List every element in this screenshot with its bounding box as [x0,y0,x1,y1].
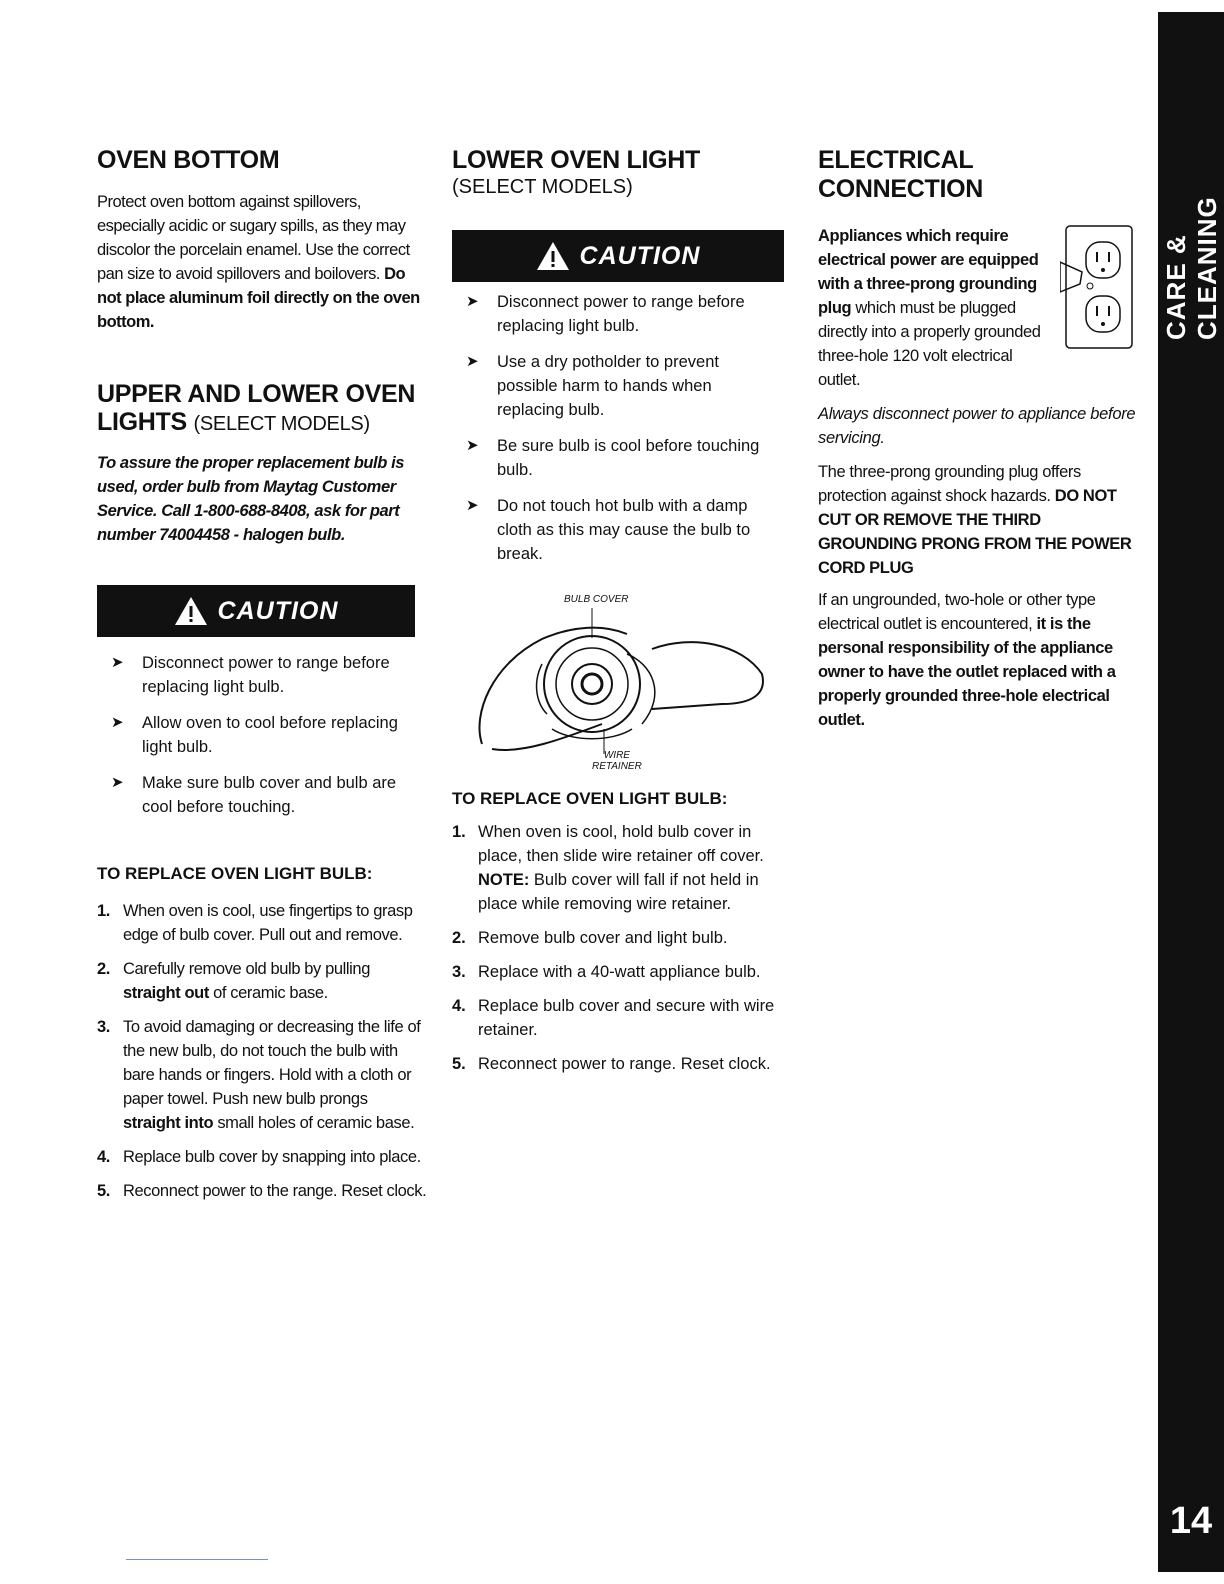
order-bulb-note: To assure the proper replacement bulb is used, order bulb from Maytag Customer Service. Call 1-800-688-8408, ask for part number 74004458 - halogen bulb. [97,454,405,544]
replace-steps [452,820,782,1076]
electrical-title [818,146,1140,204]
list-item: 1. When oven is cool, use fingertips to grasp edge of bulb cover. Pull out and remove. [97,902,413,944]
list-item: ➤ Disconnect power to range before replacing light bulb. [452,290,782,338]
oven-bottom-warning: Do not place aluminum foil directly on the oven bottom. [97,265,420,331]
ungrounded-outlet-paragraph: If an ungrounded, two-hole or other type electrical outlet is encountered, it is the personal responsibility of the appliance owner to have the outlet replaced with a properly grounded three-hole electrical outlet. [818,591,1116,729]
list-item: ➤ Do not touch hot bulb with a damp cloth as this may cause the bulb to break. [452,494,782,566]
figure-label-bulb-cover: BULB COVER [564,594,629,605]
arrow-bullet-icon: ➤ [466,497,479,514]
list-item: ➤ Make sure bulb cover and bulb are cool before touching. [97,771,427,819]
lower-light-title: LOWER OVEN LIGHT [452,146,700,174]
right-column [818,146,1140,732]
arrow-bullet-icon: ➤ [466,437,479,454]
list-item: ➤ Disconnect power to range before replacing light bulb. [97,651,427,699]
warning-triangle-icon [174,596,208,626]
upper-lower-title-line1: UPPER AND LOWER OVEN [97,380,416,408]
replace-steps [97,899,427,1203]
bulb-cover-figure [452,594,782,774]
electrical-title-line2: CONNECTION [818,175,984,203]
caution-list [97,651,427,819]
figure-label-wire-retainer: WIRE RETAINER [592,750,642,772]
middle-column [452,146,782,1086]
grounding-plug-note: Appliances which require electrical power are equipped with a three-prong grounding plug [818,227,1039,317]
owner-responsibility-note: it is the personal responsibility of the appliance owner to have the outlet replaced with a properly grounded three-hole electrical outlet. [818,615,1116,729]
page-number: 14 [1169,1500,1213,1542]
replace-bulb-heading: TO REPLACE OVEN LIGHT BULB: [452,789,728,808]
do-not-cut-warning: DO NOT CUT OR REMOVE THE THIRD GROUNDING PRONG FROM THE POWER CORD PLUG [818,487,1132,577]
arrow-bullet-icon: ➤ [111,654,124,671]
caution-label: CAUTION [217,596,339,625]
grounding-paragraph: The three-prong grounding plug offers protection against shock hazards. DO NOT CUT OR REMOVE THE THIRD GROUNDING PRONG FROM THE POWER CORD PLUG [818,463,1132,577]
caution-banner [97,585,415,637]
left-column [97,146,427,1213]
list-item: ➤ Allow oven to cool before replacing light bulb. [97,711,427,759]
list-item: 3. Replace with a 40-watt appliance bulb. [452,963,761,981]
warning-triangle-icon [536,241,570,271]
list-item: 5. Reconnect power to the range. Reset clock. [97,1182,427,1200]
outlet-plug-icon [1060,222,1140,352]
oven-bottom-body [97,190,427,334]
arrow-bullet-icon: ➤ [111,774,124,791]
oven-bottom-text: Protect oven bottom against spillovers, especially acidic or sugary spills, as they may discolor the porcelain enamel. Use the correct pan size to avoid spillovers and boilovers. [97,193,410,283]
list-item: 4. Replace bulb cover by snapping into place. [97,1148,421,1166]
caution-label: CAUTION [579,241,701,270]
list-item: 2. Remove bulb cover and light bulb. [452,929,728,947]
oven-bottom-title: OVEN BOTTOM [97,146,280,174]
list-item: ➤ Use a dry potholder to prevent possible harm to hands when replacing bulb. [452,350,782,422]
caution-banner [452,230,784,282]
disconnect-warning: Always disconnect power to appliance before servicing. [818,405,1136,447]
arrow-bullet-icon: ➤ [466,353,479,370]
grounding-plug-rest: which must be plugged directly into a properly grounded three-hole 120 volt electrical outlet. [818,299,1041,389]
select-models-label: (SELECT MODELS) [193,413,370,435]
list-item: 4. Replace bulb cover and secure with wire retainer. [452,997,775,1039]
side-tab-label: CARE & CLEANING [1161,196,1222,340]
arrow-bullet-icon: ➤ [466,293,479,310]
upper-lower-title [97,380,427,437]
upper-lower-title-line2: LIGHTS [97,408,187,436]
note-label: NOTE: [478,871,530,889]
list-item: 2. Carefully remove old bulb by pulling straight out of ceramic base. [97,960,370,1002]
footer-divider [126,1559,268,1560]
replace-bulb-heading: TO REPLACE OVEN LIGHT BULB: [97,864,373,883]
electrical-intro [818,224,1140,392]
list-item: 5. Reconnect power to range. Reset clock. [452,1055,771,1073]
hands-holding-bulb-icon [452,594,782,774]
electrical-title-line1: ELECTRICAL [818,146,974,174]
select-models-label: (SELECT MODELS) [452,176,633,198]
list-item: 3. To avoid damaging or decreasing the life of the new bulb, do not touch the bulb with bare hands or fingers. Hold with a cloth or paper towel. Push new bulb prongs straight into small holes of ceramic base. [97,1018,421,1132]
list-item: 1. When oven is cool, hold bulb cover in place, then slide wire retainer off cover. NOTE: Bulb cover will fall if not held in place while removing wire retainer. [452,823,764,913]
list-item: ➤ Be sure bulb is cool before touching bulb. [452,434,782,482]
caution-list [452,290,782,566]
arrow-bullet-icon: ➤ [111,714,124,731]
